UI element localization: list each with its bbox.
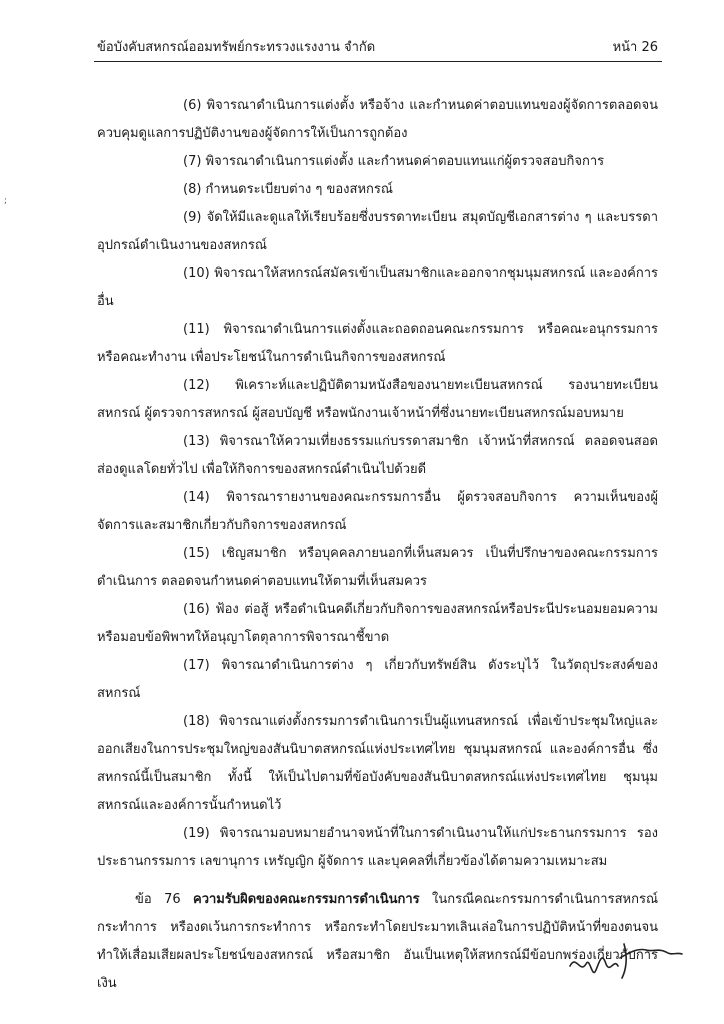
list-item: (14) พิจารณารายงานของคณะกรรมการอื่น ผู้ตรวจสอบกิจการ ความเห็นของผู้จัดการและสมาชิกเกี่ยวกับกิจการของสหกรณ์: [97, 490, 658, 533]
list-item: (10) พิจารณาให้สหกรณ์สมัครเข้าเป็นสมาชิกและออกจากชุมนุมสหกรณ์ และองค์การอื่น: [97, 266, 658, 309]
list-item: (13) พิจารณาให้ความเที่ยงธรรมแก่บรรดาสมาชิก เจ้าหน้าที่สหกรณ์ ตลอดจนสอดส่องดูแลโดยทั่วไป เพื่อให้กิจการของสหกรณ์ดำเนินไปด้วยดี: [97, 434, 658, 477]
list-item: (12) พิเคราะห์และปฏิบัติตามหนังสือของนายทะเบียนสหกรณ์ รองนายทะเบียนสหกรณ์ ผู้ตรวจการสหกรณ์ ผู้สอบบัญชี หรือพนักงานเจ้าหน้าที่ซึ่งนายทะเบียนสหกรณ์มอบหมาย: [97, 378, 658, 421]
document-body: [97, 92, 658, 998]
section-number: ข้อ 76: [135, 892, 181, 907]
signature-mark: [566, 930, 686, 990]
document-title: ข้อบังคับสหกรณ์ออมทรัพย์กระทรวงแรงงาน จำกัด: [97, 40, 376, 55]
stray-mark: ;: [4, 196, 8, 206]
list-item: (16) ฟ้อง ต่อสู้ หรือดำเนินคดีเกี่ยวกับกิจการของสหกรณ์หรือประนีประนอมยอมความ หรือมอบข้อพิพาทให้อนุญาโตตุลาการพิจารณาชี้ขาด: [97, 602, 658, 645]
section-text: ในกรณีคณะกรรมการดำเนินการสหกรณ์กระทำการ หรืองดเว้นการกระทำการ หรือกระทำโดยประมาทเลินเล่อในการปฏิบัติหน้าที่ของตนจนทำให้เสื่อมเสียผลประโยชน์ของสหกรณ์ หรือสมาชิก อันเป็นเหตุให้สหกรณ์มีข้อบกพร่องเกี่ยวกับการเงิน: [97, 892, 659, 991]
list-item: (19) พิจารณามอบหมายอำนาจหน้าที่ในการดำเนินงานให้แก่ประธานกรรมการ รองประธานกรรมการ เลขานุการ เหรัญญิก ผู้จัดการ และบุคคลที่เกี่ยวข้องได้ตามความเหมาะสม: [97, 826, 658, 869]
list-item: (17) พิจารณาดำเนินการต่าง ๆ เกี่ยวกับทรัพย์สิน ดังระบุไว้ ในวัตถุประสงค์ของสหกรณ์: [97, 658, 658, 701]
list-item: (9) จัดให้มีและดูแลให้เรียบร้อยซึ่งบรรดาทะเบียน สมุดบัญชีเอกสารต่าง ๆ และบรรดาอุปกรณ์ดำเนินงานของสหกรณ์: [97, 210, 658, 253]
list-item: (11) พิจารณาดำเนินการแต่งตั้งและถอดถอนคณะกรรมการ หรือคณะอนุกรรมการ หรือคณะทำงาน เพื่อประโยชน์ในการดำเนินกิจการของสหกรณ์: [97, 322, 658, 365]
list-item: (6) พิจารณาดำเนินการแต่งตั้ง หรือจ้าง และกำหนดค่าตอบแทนของผู้จัดการตลอดจนควบคุมดูแลการปฏิบัติงานของผู้จัดการให้เป็นการถูกต้อง: [97, 98, 658, 141]
list-item: (15) เชิญสมาชิก หรือบุคคลภายนอกที่เห็นสมควร เป็นที่ปรึกษาของคณะกรรมการดำเนินการ ตลอดจนกำหนดค่าตอบแทนให้ตามที่เห็นสมควร: [97, 546, 658, 589]
page-header: [97, 36, 658, 60]
list-item: (18) พิจารณาแต่งตั้งกรรมการดำเนินการเป็นผู้แทนสหกรณ์ เพื่อเข้าประชุมใหญ่และออกเสียงในการประชุมใหญ่ของสันนิบาตสหกรณ์แห่งประเทศไทย ชุมนุมสหกรณ์ และองค์การอื่น ซึ่งสหกรณ์นี้เป็นสมาชิก ทั้งนี้ ให้เป็นไปตามที่ข้อบังคับของสันนิบาตสหกรณ์แห่งประเทศไทย ชุมนุมสหกรณ์และองค์การนั้นกำหนดไว้: [97, 714, 658, 813]
list-item: (8) กำหนดระเบียบต่าง ๆ ของสหกรณ์: [183, 182, 393, 197]
section-heading: ความรับผิดของคณะกรรมการดำเนินการ: [193, 892, 420, 907]
list-item: (7) พิจารณาดำเนินการแต่งตั้ง และกำหนดค่าตอบแทนแก่ผู้ตรวจสอบกิจการ: [183, 154, 605, 169]
header-divider: [94, 61, 662, 62]
page-number: หน้า 26: [612, 40, 658, 55]
